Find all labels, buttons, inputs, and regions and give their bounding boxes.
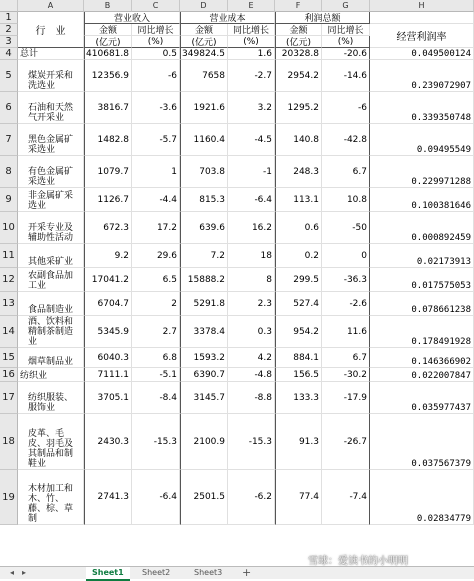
cell-e-row11[interactable]: 18 [228, 244, 275, 268]
cell-name-row17[interactable]: 纺织服装、服饰业 [18, 382, 84, 414]
cell-h-row10[interactable]: 0.000892459 [370, 212, 474, 244]
cell-f-row15[interactable]: 884.1 [275, 348, 322, 368]
cell-f-row5[interactable]: 2954.2 [275, 60, 322, 92]
cell-b-row10[interactable]: 672.3 [84, 212, 132, 244]
cell-d-row14[interactable]: 3378.4 [180, 316, 228, 348]
cell-c-row7[interactable]: -5.7 [132, 124, 180, 156]
cell-f-row13[interactable]: 527.4 [275, 292, 322, 316]
cell-g-row10[interactable]: -50 [322, 212, 370, 244]
cell-g-row17[interactable]: -17.9 [322, 382, 370, 414]
cell-c-row9[interactable]: -4.4 [132, 188, 180, 212]
cell-e-row6[interactable]: 3.2 [228, 92, 275, 124]
row-header-18[interactable]: 18 [0, 414, 18, 470]
scroll-left-icon[interactable]: ◂ [10, 568, 15, 577]
watermark: 雪球：爱读书的小明明 [308, 556, 408, 567]
select-all-corner[interactable] [0, 0, 18, 12]
header-profit-yoy-unit: (%) [322, 36, 370, 48]
cell-c-row19[interactable]: -6.4 [132, 470, 180, 525]
cell-g-row16[interactable]: -30.2 [322, 368, 370, 382]
sheet-tab-bar [0, 566, 474, 579]
header-h1 [370, 12, 474, 24]
cell-e-row9[interactable]: -6.4 [228, 188, 275, 212]
row-header-10[interactable]: 10 [0, 212, 18, 244]
cell-d-row12[interactable]: 15888.2 [180, 268, 228, 292]
cell-f-row7[interactable]: 140.8 [275, 124, 322, 156]
cell-h-row11[interactable]: 0.02173913 [370, 244, 474, 268]
column-header-c[interactable]: C [132, 0, 180, 12]
cell-c-row10[interactable]: 17.2 [132, 212, 180, 244]
column-header-d[interactable]: D [180, 0, 228, 12]
row-header-3[interactable]: 3 [0, 36, 18, 48]
cell-name-row11[interactable]: 其他采矿业 [18, 244, 84, 268]
tab-sheet3[interactable]: Sheet3 [194, 568, 223, 577]
cell-f-row9[interactable]: 113.1 [275, 188, 322, 212]
header-cost-yoy-label: 同比增长 [228, 24, 275, 36]
row-header-15[interactable]: 15 [0, 348, 18, 368]
cell-h-row13[interactable]: 0.078661238 [370, 292, 474, 316]
row-header-11[interactable]: 11 [0, 244, 18, 268]
row-header-6[interactable]: 6 [0, 92, 18, 124]
header-operating-margin: 经营利润率 [370, 24, 474, 48]
cell-c-row12[interactable]: 6.5 [132, 268, 180, 292]
header-profit-amount-unit: (亿元) [275, 36, 322, 48]
cell-h-row17[interactable]: 0.035977437 [370, 382, 474, 414]
cell-b-row18[interactable]: 2430.3 [84, 414, 132, 470]
row-header-9[interactable]: 9 [0, 188, 18, 212]
row-header-1[interactable]: 1 [0, 12, 18, 24]
cell-b-row4[interactable]: 410681.8 [84, 48, 132, 60]
cell-g-row5[interactable]: -14.6 [322, 60, 370, 92]
cell-e-row5[interactable]: -2.7 [228, 60, 275, 92]
cell-c-row8[interactable]: 1 [132, 156, 180, 188]
cell-g-row18[interactable]: -26.7 [322, 414, 370, 470]
cell-f-row8[interactable]: 248.3 [275, 156, 322, 188]
cell-b-row13[interactable]: 6704.7 [84, 292, 132, 316]
cell-b-row9[interactable]: 1126.7 [84, 188, 132, 212]
cell-b-row7[interactable]: 1482.8 [84, 124, 132, 156]
row-header-7[interactable]: 7 [0, 124, 18, 156]
cell-e-row19[interactable]: -6.2 [228, 470, 275, 525]
cell-name-row7[interactable]: 黑色金属矿采选业 [18, 124, 84, 156]
cell-d-row18[interactable]: 2100.9 [180, 414, 228, 470]
cell-g-row6[interactable]: -6 [322, 92, 370, 124]
row-header-17[interactable]: 17 [0, 382, 18, 414]
cell-c-row17[interactable]: -8.4 [132, 382, 180, 414]
cell-d-row11[interactable]: 7.2 [180, 244, 228, 268]
header-revenue-yoy-label: 同比增长 [132, 24, 180, 36]
cell-g-row11[interactable]: 0 [322, 244, 370, 268]
column-header-g[interactable]: G [322, 0, 370, 12]
cell-b-row19[interactable]: 2741.3 [84, 470, 132, 525]
row-header-19[interactable]: 19 [0, 470, 18, 525]
cell-c-row18[interactable]: -15.3 [132, 414, 180, 470]
cell-b-row14[interactable]: 5345.9 [84, 316, 132, 348]
cell-e-row17[interactable]: -8.8 [228, 382, 275, 414]
cell-c-row13[interactable]: 2 [132, 292, 180, 316]
cell-c-row14[interactable]: 2.7 [132, 316, 180, 348]
cell-name-row5[interactable]: 煤炭开采和洗选业 [18, 60, 84, 92]
cell-b-row11[interactable]: 9.2 [84, 244, 132, 268]
cell-e-row16[interactable]: -4.8 [228, 368, 275, 382]
header-revenue-group: 营业收入 [84, 12, 180, 24]
cell-f-row4[interactable]: 20328.8 [275, 48, 322, 60]
cell-f-row16[interactable]: 156.5 [275, 368, 322, 382]
header-cost-amount-label: 金额 [180, 24, 228, 36]
row-header-14[interactable]: 14 [0, 316, 18, 348]
cell-b-row16[interactable]: 7111.1 [84, 368, 132, 382]
cell-name-row12[interactable]: 农副食品加工业 [18, 268, 84, 292]
cell-name-row16[interactable]: 纺织业 [18, 368, 84, 382]
cell-name-row14[interactable]: 酒、饮料和精制茶制造业 [18, 316, 84, 348]
cell-e-row13[interactable]: 2.3 [228, 292, 275, 316]
header-cost-group: 营业成本 [180, 12, 275, 24]
cell-d-row17[interactable]: 3145.7 [180, 382, 228, 414]
cell-h-row7[interactable]: 0.09495549 [370, 124, 474, 156]
cell-name-row8[interactable]: 有色金属矿采选业 [18, 156, 84, 188]
cell-d-row15[interactable]: 1593.2 [180, 348, 228, 368]
row-header-13[interactable]: 13 [0, 292, 18, 316]
cell-c-row16[interactable]: -5.1 [132, 368, 180, 382]
header-profit-group: 利润总额 [275, 12, 370, 24]
cell-b-row6[interactable]: 3816.7 [84, 92, 132, 124]
cell-d-row4[interactable]: 349824.5 [180, 48, 228, 60]
cell-b-row8[interactable]: 1079.7 [84, 156, 132, 188]
cell-name-row9[interactable]: 非金属矿采选业 [18, 188, 84, 212]
tab-sheet2[interactable]: Sheet2 [142, 568, 171, 577]
header-revenue-amount-label: 金额 [84, 24, 132, 36]
cell-e-row12[interactable]: 8 [228, 268, 275, 292]
add-sheet-button[interactable]: + [242, 566, 252, 579]
cell-b-row17[interactable]: 3705.1 [84, 382, 132, 414]
cell-f-row18[interactable]: 91.3 [275, 414, 322, 470]
cell-h-row5[interactable]: 0.239072907 [370, 60, 474, 92]
cell-e-row8[interactable]: -1 [228, 156, 275, 188]
cell-d-row19[interactable]: 2501.5 [180, 470, 228, 525]
cell-d-row8[interactable]: 703.8 [180, 156, 228, 188]
cell-d-row7[interactable]: 1160.4 [180, 124, 228, 156]
cell-f-row10[interactable]: 0.6 [275, 212, 322, 244]
cell-d-row9[interactable]: 815.3 [180, 188, 228, 212]
cell-name-row4[interactable]: 总计 [18, 48, 84, 60]
cell-e-row15[interactable]: 4.2 [228, 348, 275, 368]
row-header-16[interactable]: 16 [0, 368, 18, 382]
cell-b-row5[interactable]: 12356.9 [84, 60, 132, 92]
header-cost-yoy-unit: (%) [228, 36, 275, 48]
cell-c-row11[interactable]: 29.6 [132, 244, 180, 268]
cell-c-row5[interactable]: -6 [132, 60, 180, 92]
cell-g-row9[interactable]: 10.8 [322, 188, 370, 212]
cell-b-row15[interactable]: 6040.3 [84, 348, 132, 368]
column-header-h[interactable]: H [370, 0, 474, 12]
cell-c-row4[interactable]: 0.5 [132, 48, 180, 60]
cell-d-row6[interactable]: 1921.6 [180, 92, 228, 124]
cell-c-row6[interactable]: -3.6 [132, 92, 180, 124]
cell-h-row12[interactable]: 0.017575053 [370, 268, 474, 292]
header-profit-yoy-label: 同比增长 [322, 24, 370, 36]
cell-h-row15[interactable]: 0.146366902 [370, 348, 474, 368]
column-header-e[interactable]: E [228, 0, 275, 12]
scroll-right-icon[interactable]: ▸ [22, 568, 27, 577]
row-header-12[interactable]: 12 [0, 268, 18, 292]
cell-e-row18[interactable]: -15.3 [228, 414, 275, 470]
cell-e-row4[interactable]: 1.6 [228, 48, 275, 60]
cell-c-row15[interactable]: 6.8 [132, 348, 180, 368]
cell-h-row6[interactable]: 0.339350748 [370, 92, 474, 124]
cell-h-row9[interactable]: 0.100381646 [370, 188, 474, 212]
cell-g-row15[interactable]: 6.7 [322, 348, 370, 368]
cell-d-row5[interactable]: 7658 [180, 60, 228, 92]
cell-h-row14[interactable]: 0.178491928 [370, 316, 474, 348]
header-cost-amount-unit: (亿元) [180, 36, 228, 48]
cell-name-row10[interactable]: 开采专业及辅助性活动 [18, 212, 84, 244]
row-header-4[interactable]: 4 [0, 48, 18, 60]
column-header-f[interactable]: F [275, 0, 322, 12]
cell-h-row18[interactable]: 0.037567379 [370, 414, 474, 470]
cell-f-row12[interactable]: 299.5 [275, 268, 322, 292]
cell-g-row12[interactable]: -36.3 [322, 268, 370, 292]
cell-g-row8[interactable]: 6.7 [322, 156, 370, 188]
header-revenue-amount-unit: (亿元) [84, 36, 132, 48]
cell-name-row19[interactable]: 木材加工和木、竹、藤、棕、草制 [18, 470, 84, 525]
cell-h-row16[interactable]: 0.022007847 [370, 368, 474, 382]
cell-f-row19[interactable]: 77.4 [275, 470, 322, 525]
cell-f-row6[interactable]: 1295.2 [275, 92, 322, 124]
header-profit-amount-label: 金额 [275, 24, 322, 36]
cell-g-row14[interactable]: 11.6 [322, 316, 370, 348]
header-industry: 行 业 [18, 12, 84, 48]
cell-g-row13[interactable]: -2.6 [322, 292, 370, 316]
cell-e-row14[interactable]: 0.3 [228, 316, 275, 348]
cell-g-row19[interactable]: -7.4 [322, 470, 370, 525]
cell-f-row17[interactable]: 133.3 [275, 382, 322, 414]
cell-e-row10[interactable]: 16.2 [228, 212, 275, 244]
cell-name-row13[interactable]: 食品制造业 [18, 292, 84, 316]
cell-name-row15[interactable]: 烟草制品业 [18, 348, 84, 368]
cell-g-row7[interactable]: -42.8 [322, 124, 370, 156]
cell-h-row8[interactable]: 0.229971288 [370, 156, 474, 188]
cell-f-row14[interactable]: 954.2 [275, 316, 322, 348]
cell-h-row4[interactable]: 0.049500124 [370, 48, 474, 60]
column-header-a[interactable]: A [18, 0, 84, 12]
cell-f-row11[interactable]: 0.2 [275, 244, 322, 268]
header-revenue-yoy-unit: (%) [132, 36, 180, 48]
cell-g-row4[interactable]: -20.6 [322, 48, 370, 60]
cell-d-row16[interactable]: 6390.7 [180, 368, 228, 382]
cell-d-row10[interactable]: 639.6 [180, 212, 228, 244]
row-header-8[interactable]: 8 [0, 156, 18, 188]
tab-sheet1[interactable]: Sheet1 [86, 567, 130, 581]
column-header-b[interactable]: B [84, 0, 132, 12]
cell-h-row19[interactable]: 0.02834779 [370, 470, 474, 525]
row-header-2[interactable]: 2 [0, 24, 18, 36]
cell-name-row6[interactable]: 石油和天然气开采业 [18, 92, 84, 124]
cell-b-row12[interactable]: 17041.2 [84, 268, 132, 292]
cell-d-row13[interactable]: 5291.8 [180, 292, 228, 316]
cell-name-row18[interactable]: 皮革、毛皮、羽毛及其制品和制鞋业 [18, 414, 84, 470]
cell-e-row7[interactable]: -4.5 [228, 124, 275, 156]
row-header-5[interactable]: 5 [0, 60, 18, 92]
